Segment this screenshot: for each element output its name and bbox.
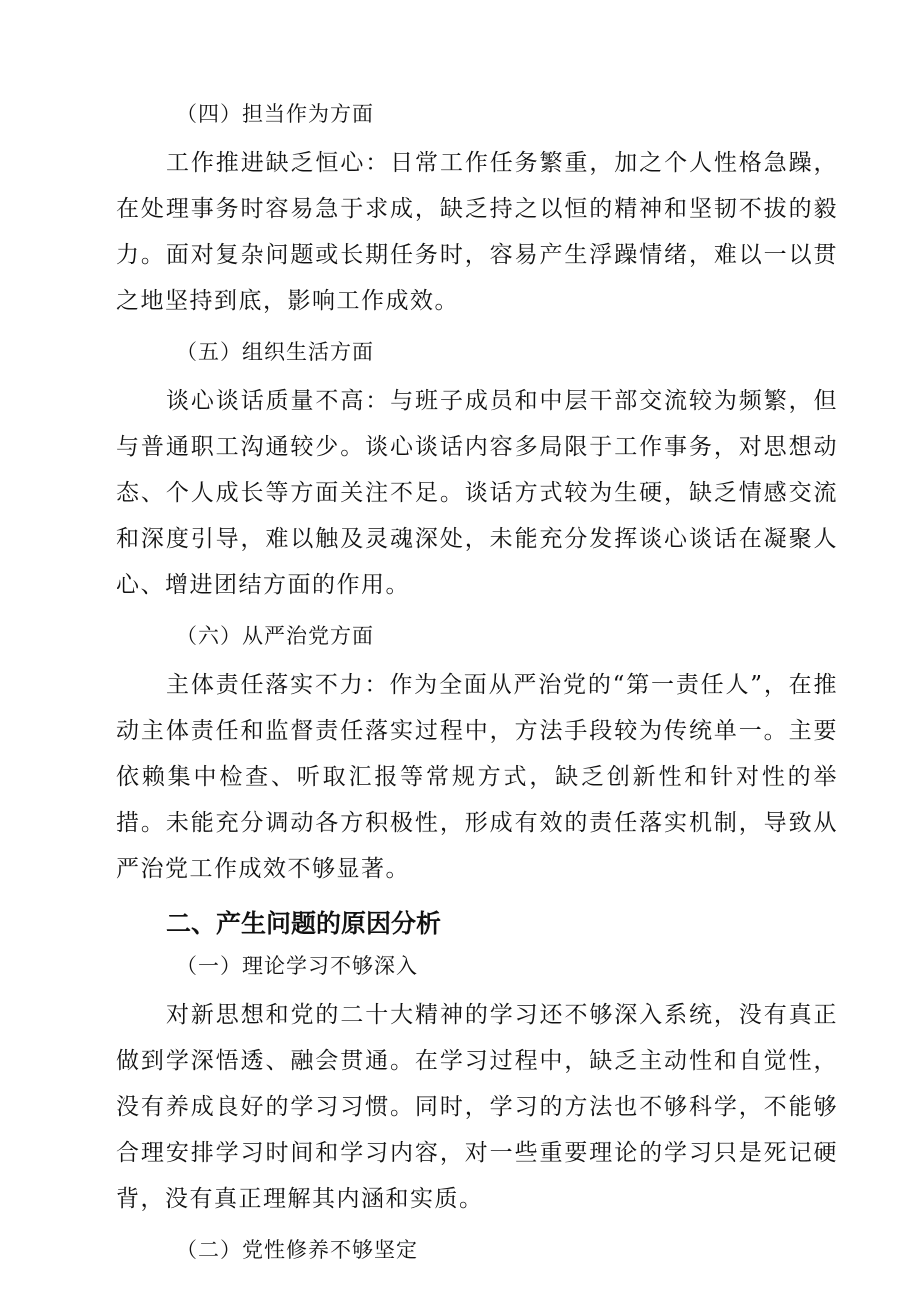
section-body-6: 主体责任落实不力：作为全面从严治党的“第一责任人”，在推动主体责任和监督责任落实过程中，方法手段较为传统单一。主要依赖集中检查、听取汇报等常规方式，缺乏创新性和针对性的举措。未能充分调动各方积极性，形成有效的责任落实机制，导致从严治党工作成效不够显著。: [116, 672, 838, 882]
section-body-4: 工作推进缺乏恒心：日常工作任务繁重，加之个人性格急躁，在处理事务时容易急于求成，缺乏持之以恒的精神和坚韧不拔的毅力。面对复杂问题或长期任务时，容易产生浮躁情绪，难以一以贯之地坚持到底，影响工作成效。: [116, 150, 838, 314]
part-two-title: 二、产生问题的原因分析: [166, 909, 442, 938]
section-heading-5: （五）组织生活方面: [176, 340, 374, 364]
cause-heading-2: （二）党性修养不够坚定: [176, 1238, 418, 1262]
section-body-5: 谈心谈话质量不高：与班子成员和中层干部交流较为频繁，但与普通职工沟通较少。谈心谈话内容多局限于工作事务，对思想动态、个人成长等方面关注不足。谈话方式较为生硬，缺乏情感交流和深度引导，难以触及灵魂深处，未能充分发挥谈心谈话在凝聚人心、增进团结方面的作用。: [116, 388, 838, 598]
cause-body-1: 对新思想和党的二十大精神的学习还不够深入系统，没有真正做到学深悟透、融会贯通。在学习过程中，缺乏主动性和自觉性，没有养成良好的学习习惯。同时，学习的方法也不够科学，不能够合理安排学习时间和学习内容，对一些重要理论的学习只是死记硬背，没有真正理解其内涵和实质。: [116, 1002, 838, 1212]
section-heading-6: （六）从严治党方面: [176, 624, 374, 648]
cause-heading-1: （一）理论学习不够深入: [176, 954, 418, 978]
section-heading-4: （四）担当作为方面: [176, 102, 374, 126]
